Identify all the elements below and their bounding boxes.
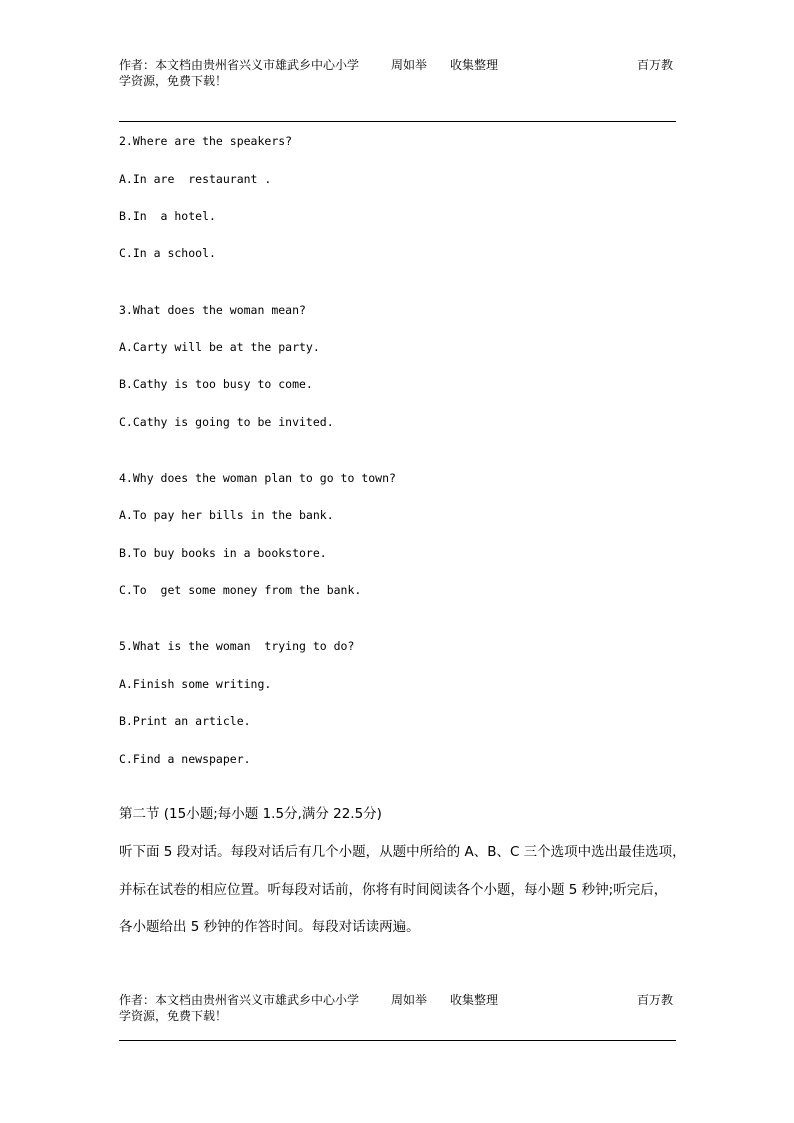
question-3: 3.What does the woman mean? (119, 303, 306, 317)
question-5-option-c: C.Find a newspaper. (119, 752, 251, 766)
question-4-option-b: B.To buy books in a bookstore. (119, 546, 327, 560)
question-4-option-c: C.To get some money from the bank. (119, 583, 362, 597)
question-2-option-c: C.In a school. (119, 246, 216, 260)
question-4: 4.Why does the woman plan to go to town? (119, 471, 396, 485)
page-footer (119, 992, 676, 1024)
question-5-option-a: A.Finish some writing. (119, 677, 272, 691)
question-3-option-a: A.Carty will be at the party. (119, 340, 320, 354)
footer-line-2: 学资源，免费下载！ (119, 1009, 228, 1023)
footer-person: 周如举 (391, 993, 428, 1007)
section-instructions-line-3: 各小题给出 5 秒钟的作答时间。每段对话读两遍。 (119, 919, 420, 935)
question-4-option-a: A.To pay her bills in the bank. (119, 508, 334, 522)
question-2-option-b: B.In a hotel. (119, 209, 216, 223)
header-line-2: 学资源，免费下载！ (119, 74, 228, 88)
page-header (119, 57, 676, 89)
section-instructions-line-1: 听下面 5 段对话。每段对话后有几个小题，从题中所给的 A、B、C 三个选项中选出最佳选项， (119, 844, 686, 860)
section-title: 第二节 (15小题;每小题 1.5分,满分 22.5分) (119, 806, 382, 822)
footer-line-1 (119, 992, 676, 1008)
question-5: 5.What is the woman trying to do? (119, 639, 355, 653)
header-person: 周如举 (391, 58, 428, 72)
header-action: 收集整理 (450, 58, 499, 72)
question-3-option-c: C.Cathy is going to be invited. (119, 415, 334, 429)
header-brand: 百万教 (637, 58, 674, 72)
footer-author: 作者：本文档由贵州省兴义市雄武乡中心小学 (119, 993, 360, 1007)
footer-action: 收集整理 (450, 993, 499, 1007)
question-2-option-a: A.In are restaurant . (119, 172, 272, 186)
footer-rule (119, 1040, 676, 1041)
footer-brand: 百万教 (637, 993, 674, 1007)
question-2: 2.Where are the speakers? (119, 134, 293, 148)
section-instructions-line-2: 并标在试卷的相应位置。听每段对话前，你将有时间阅读各个小题，每小题 5 秒钟;听完后， (119, 882, 668, 898)
question-3-option-b: B.Cathy is too busy to come. (119, 377, 313, 391)
header-line-1 (119, 57, 676, 73)
question-5-option-b: B.Print an article. (119, 714, 251, 728)
header-author: 作者：本文档由贵州省兴义市雄武乡中心小学 (119, 58, 360, 72)
header-rule (119, 121, 676, 122)
